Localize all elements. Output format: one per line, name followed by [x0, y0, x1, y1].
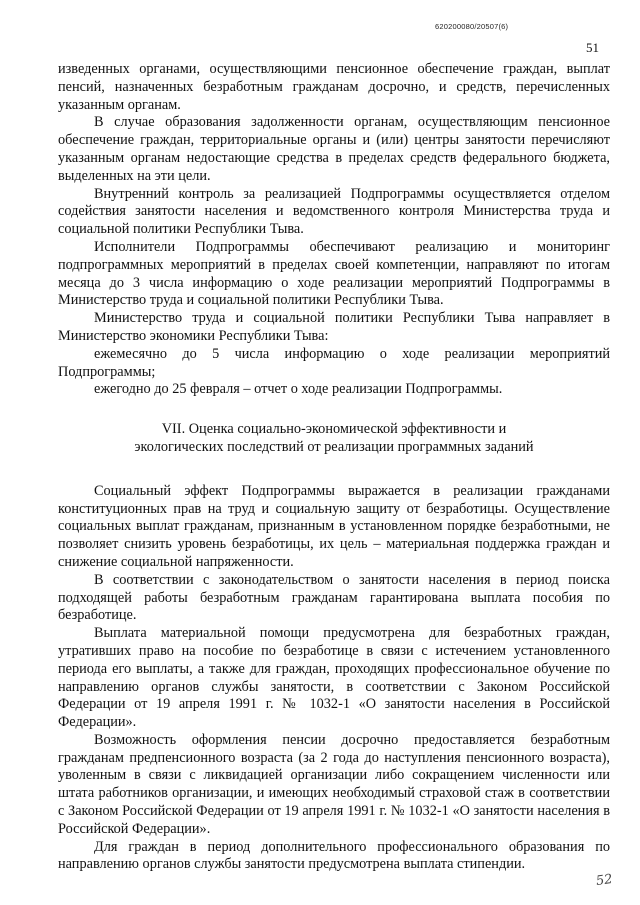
paragraph: ежегодно до 25 февраля – отчет о ходе реализации Подпрограммы.	[94, 381, 503, 398]
document-number: 620200080/20507(6)	[435, 22, 509, 31]
paragraph: Возможность оформления пенсии досрочно предоставляется безработным гражданам предпенсионного возраста (за 2 года до наступления пенсионного возраста), уволенным в связи с ликвидацией организации либо сокращением численности или штата работников организации, и имеющих необходимый страховой стаж в соответствии с Законом Российской Федерации от 19 апреля 1991 г. № 1032-1 «О занятости населения в Российской Федерации».	[58, 731, 610, 837]
paragraph: Исполнители Подпрограммы обеспечивают реализацию и мониторинг подпрограммных мероприятий в пределах своей компетенции, направляют по итогам месяца до 3 числа информацию о ходе реализации мероприятий Подпрограммы в Министерство труда и социальной политики Республики Тыва.	[58, 238, 610, 309]
paragraph: Выплата материальной помощи предусмотрена для безработных граждан, утративших право на пособие по безработице в связи с истечением установленного периода его выплаты, а также для граждан, проходящих профессиональное обучение по направлению органов службы занятости, в соответствии с Законом Российской Федерации от 19 апреля 1991 г. № 1032-1 «О занятости населения в Российской Федерации».	[58, 625, 610, 731]
paragraph: Социальный эффект Подпрограммы выражается в реализации гражданами конституционных прав на труд и социальную защиту от безработицы. Осуществление социальных выплат гражданам, признанным в установленном порядке безработными, не позволяет снизить уровень безработицы, их цель – материальная поддержка граждан и снижение социальной напряженности.	[58, 482, 610, 570]
handwritten-page-mark: 52	[595, 871, 614, 890]
paragraph: ежемесячно до 5 числа информацию о ходе реализации мероприятий Подпрограммы;	[58, 345, 610, 380]
paragraph: В случае образования задолженности органам, осуществляющим пенсионное обеспечение граждан, территориальные органы и (или) центры занятости перечисляют указанным органам недостающие средства в пределах средств федерального бюджета, выделенных на эти цели.	[58, 114, 610, 184]
paragraph: Внутренний контроль за реализацией Подпрограммы осуществляется отделом содействия занятости населения и ведомственного контроля Министерства труда и социальной политики Республики Тыва.	[58, 185, 610, 238]
body-text	[58, 61, 610, 874]
section-heading-line-1: VII. Оценка социально-экономической эффективности и	[161, 421, 507, 438]
page-number: 51	[586, 40, 599, 55]
section-heading-line-2: экологических последствий от реализации программных заданий	[134, 438, 534, 455]
paragraph: Для граждан в период дополнительного профессионального образования по направлению органов службы занятости предусмотрена выплата стипендии.	[58, 838, 610, 873]
paragraph-continuation: изведенных органами, осуществляющими пенсионное обеспечение граждан, выплат пенсий, назначенных безработным гражданам досрочно, и средств, перечисленных указанным органам.	[58, 61, 610, 113]
paragraph: Министерство труда и социальной политики Республики Тыва направляет в Министерство экономики Республики Тыва:	[58, 310, 610, 344]
paragraph: В соответствии с законодательством о занятости населения в период поиска подходящей работы безработным гражданам гарантирована выплата пособия по безработице.	[58, 571, 610, 624]
section-heading	[58, 421, 610, 457]
